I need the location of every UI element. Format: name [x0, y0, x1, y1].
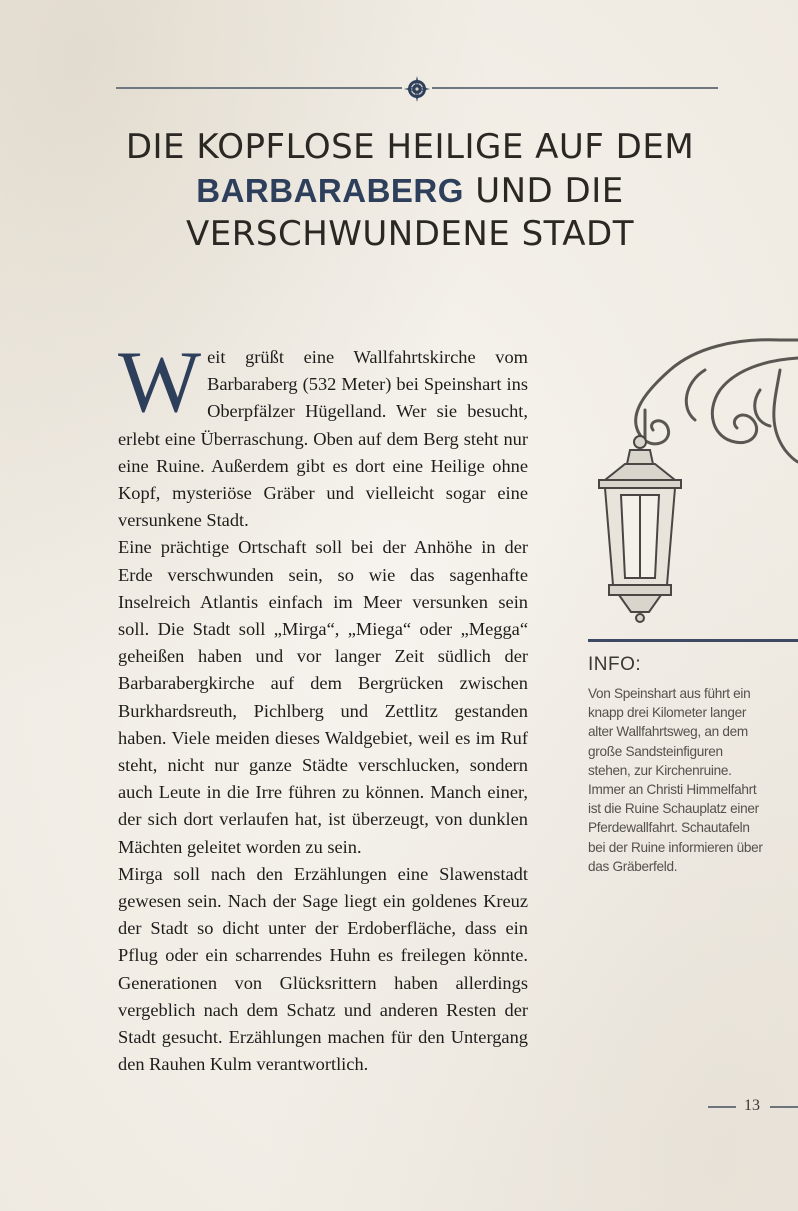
- title-line-3: VERSCHWUNDENE STADT: [186, 214, 634, 254]
- paragraph-2: Eine prächtige Ortschaft soll bei der Anhöhe in der Erde verschwunden sein, so wie das sagenhafte Inselreich Atlantis einfach im Meer versunken sein soll. Die Stadt soll „Mirga“, „Miega“ oder „Megga“ geheißen haben und vor langer Zeit südlich der Barbarabergkirche auf dem Bergrücken zwischen Burkhardsreuth, Pichlberg und Zettlitz gestanden haben. Viele meiden dieses Waldgebiet, weil es im Ruf steht, nicht nur ganze Städte verschlucken, sondern auch Leute in die Irre führen zu können. Manch einer, der sich dort verlaufen hat, ist überzeugt, von dunklen Mächten geleitet worden zu sein.: [118, 537, 528, 857]
- info-rule: [588, 639, 798, 642]
- header-rule-right: [432, 87, 718, 89]
- header-rule-left: [116, 87, 402, 89]
- paragraph-1-text: eit grüßt eine Wallfahrtskirche vom Barbaraberg (532 Meter) bei Speinshart ins Oberpfälzer Hügelland. Wer sie besucht, erlebt eine Überraschung. Oben auf dem Berg steht nur eine Ruine. Außerdem gibt es dort eine Heilige ohne Kopf, mysteriöse Gräber und vielleicht sogar eine versunkene Stadt.: [118, 347, 528, 531]
- info-heading: INFO:: [588, 654, 642, 675]
- drop-cap: W: [118, 334, 202, 431]
- lantern-illustration-icon: [585, 330, 798, 630]
- page-number: 13: [744, 1097, 760, 1114]
- page-number-rule-left: [708, 1106, 736, 1108]
- title-line-2-rest: UND DIE: [463, 171, 624, 211]
- paragraph-3: Mirga soll nach den Erzählungen eine Slawenstadt gewesen sein. Nach der Sage liegt ein goldenes Kreuz der Stadt so dicht unter der Erdoberfläche, dass ein Pflug oder ein scharrendes Huhn es freilegen könnte. Generationen von Glücksrittern haben allerdings vergeblich nach dem Schatz und anderen Resten der Stadt gesucht. Erzählungen machen für den Untergang den Rauhen Kulm verantwortlich.: [118, 863, 528, 1075]
- paragraph-1: [118, 334, 528, 534]
- title-line-1: DIE KOPFLOSE HEILIGE AUF DEM: [125, 127, 695, 167]
- main-text: [118, 334, 528, 1078]
- chapter-title: [60, 126, 760, 256]
- info-text: Von Speinshart aus führt ein knapp drei Kilometer langer alter Wallfahrtsweg, an dem große Sandsteinfiguren stehen, zur Kirchenruine. Immer an Christi Himmelfahrt ist die Ruine Schauplatz einer Pferdewallfahrt. Schautafeln bei der Ruine informieren über das Gräberfeld.: [588, 686, 763, 874]
- title-highlight: BARBARABERG: [196, 172, 464, 209]
- page-number-rule-right: [770, 1106, 798, 1108]
- compass-ornament-icon: [402, 74, 432, 104]
